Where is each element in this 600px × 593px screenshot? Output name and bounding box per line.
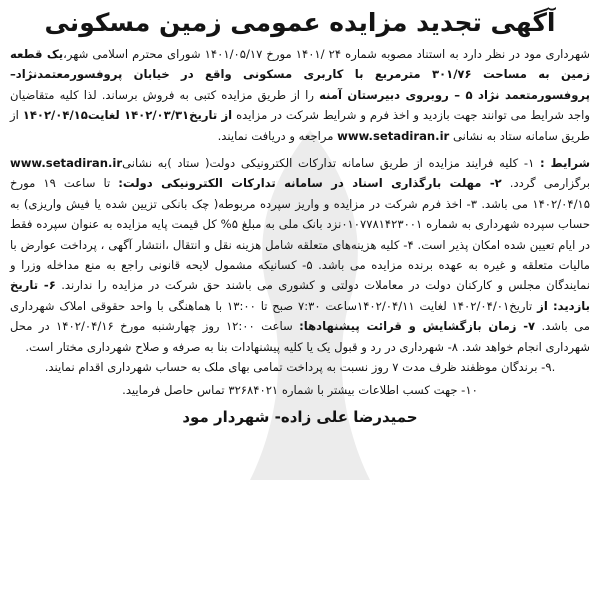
intro-text-2: را از طریق مزایده کتبی به فروش برساند. لذا کلیه متقاضیان واجد شرایط می توانند جهت بازدید و اخذ فرم و شرایط شرکت در مزایده (10, 87, 590, 123)
condition-10: ۱۰- جهت کسب اطلاعات بیشتر با شماره ۳۲۶۸۴۰۲۱ تماس حاصل فرمایید. (122, 382, 478, 397)
notice-title: آگهی تجدید مزایده عمومی زمین مسکونی (44, 8, 556, 37)
condition-2-heading: ۲- مهلت بارگذاری اسناد در سامانه تدارکات الکترونیکی دولت: (118, 176, 502, 191)
condition-10-paragraph (10, 380, 590, 400)
conditions-7-8: ساعت ۱۲:۰۰ روز چهارشنبه مورخ ۱۴۰۲/۰۴/۱۶ در محل شهرداری انجام خواهد شد. ۸- شهرداری در رد و قبول یک یا کلیه پیشنهادات بنا به صرفه و صلاح شهرداری مختار است. (10, 319, 590, 354)
intro-text-3: از طریق سامانه ستاد به نشانی (10, 108, 590, 143)
document-period: از تاریخ۱۴۰۲/۰۳/۳۱ لغایت۱۴۰۲/۰۴/۱۵ (22, 108, 233, 123)
conditions-2-to-5: تا ساعت ۱۹ مورخ ۱۴۰۲/۰۴/۱۵ می باشد. ۳- اخذ فرم شرکت در مزایده و واریز سپرده مربوطه( چک بانکی تزیین شده یا فیش واریزی) به حساب سپرده شهرداری به شماره ۰۱۰۷۷۸۱۴۲۳۰۰۱نزد بانک ملی به مبلغ ۵% کل قیمت پایه مزایده به عنوان سپرده فقط در ایام تعیین شده امکان پذیر است. ۴- کلیه هزینه‌های متعلقه شامل هزینه نقل و انتقال ،انتشار آگهی ، پرداخت عوارض با مالیات متعلقه و غیره به عهده برنده مزایده می باشد. ۵- کسانیکه مشمول لایحه قانونی راجع به منع مداخله وزرا و نمایندگان مجلس و کارکنان دولت در معاملات دولتی و کشوری می باشند حق شرکت در مزایده را ندارند. (10, 176, 591, 293)
condition-6-heading: ۶- تاریخ بازدید: از (10, 278, 591, 313)
condition-9-paragraph (10, 357, 590, 377)
condition-7-heading: ۷- زمان بازگشایش و قرائت پیشنهادها: (299, 319, 536, 334)
land-description: یک قطعه زمین به مساحت ۳۰۱/۷۶ مترمربع با کاربری مسکونی واقع در خیابان پروفسورمعتمدنژاد– پروفسورمتعمد نژاد ۵ – روبروی دبیرستان آمنه (10, 47, 590, 102)
mayor-signature: حمیدرضا علی زاده- شهردار مود (182, 407, 418, 426)
notice-body (10, 44, 590, 400)
intro-text-4: مراجعه و دریافت نمایند. (217, 128, 338, 143)
condition-6: تاریخ۱۴۰۲/۰۴/۰۱ لغایت ۱۴۰۲/۰۴/۱۱ساعت ۷:۳۰ صبح تا ۱۳:۰۰ با هماهنگی با واحد حقوقی املاک شهرداری می باشد. (10, 298, 591, 334)
condition-9: .۹- برندگان موظفند ظرف مدت ۷ روز نسبت به پرداخت تمامی بهای ملک به حساب شهرداری اقدام نمایند. (44, 360, 556, 375)
condition-1-end: برگزارمی گردد. (501, 176, 590, 191)
condition-1-url-link[interactable]: www.setadiran.ir (10, 156, 123, 171)
setad-url-link[interactable]: www.setadiran.ir (337, 128, 450, 143)
conditions-paragraph (10, 153, 590, 357)
intro-paragraph (10, 44, 590, 146)
condition-1: ۱- کلیه فرایند مزایده از طریق سامانه تدارکات الکترونیکی دولت( ستاد )به نشانی (122, 156, 540, 171)
intro-text-1: شهرداری مود در نظر دارد به استناد مصوبه شماره ۲۴ /۱۴۰۱ مورخ ۱۴۰۱/۰۵/۱۷ شورای محترم اسلامی شهر، (63, 47, 591, 61)
conditions-label: شرایط : (539, 156, 591, 171)
